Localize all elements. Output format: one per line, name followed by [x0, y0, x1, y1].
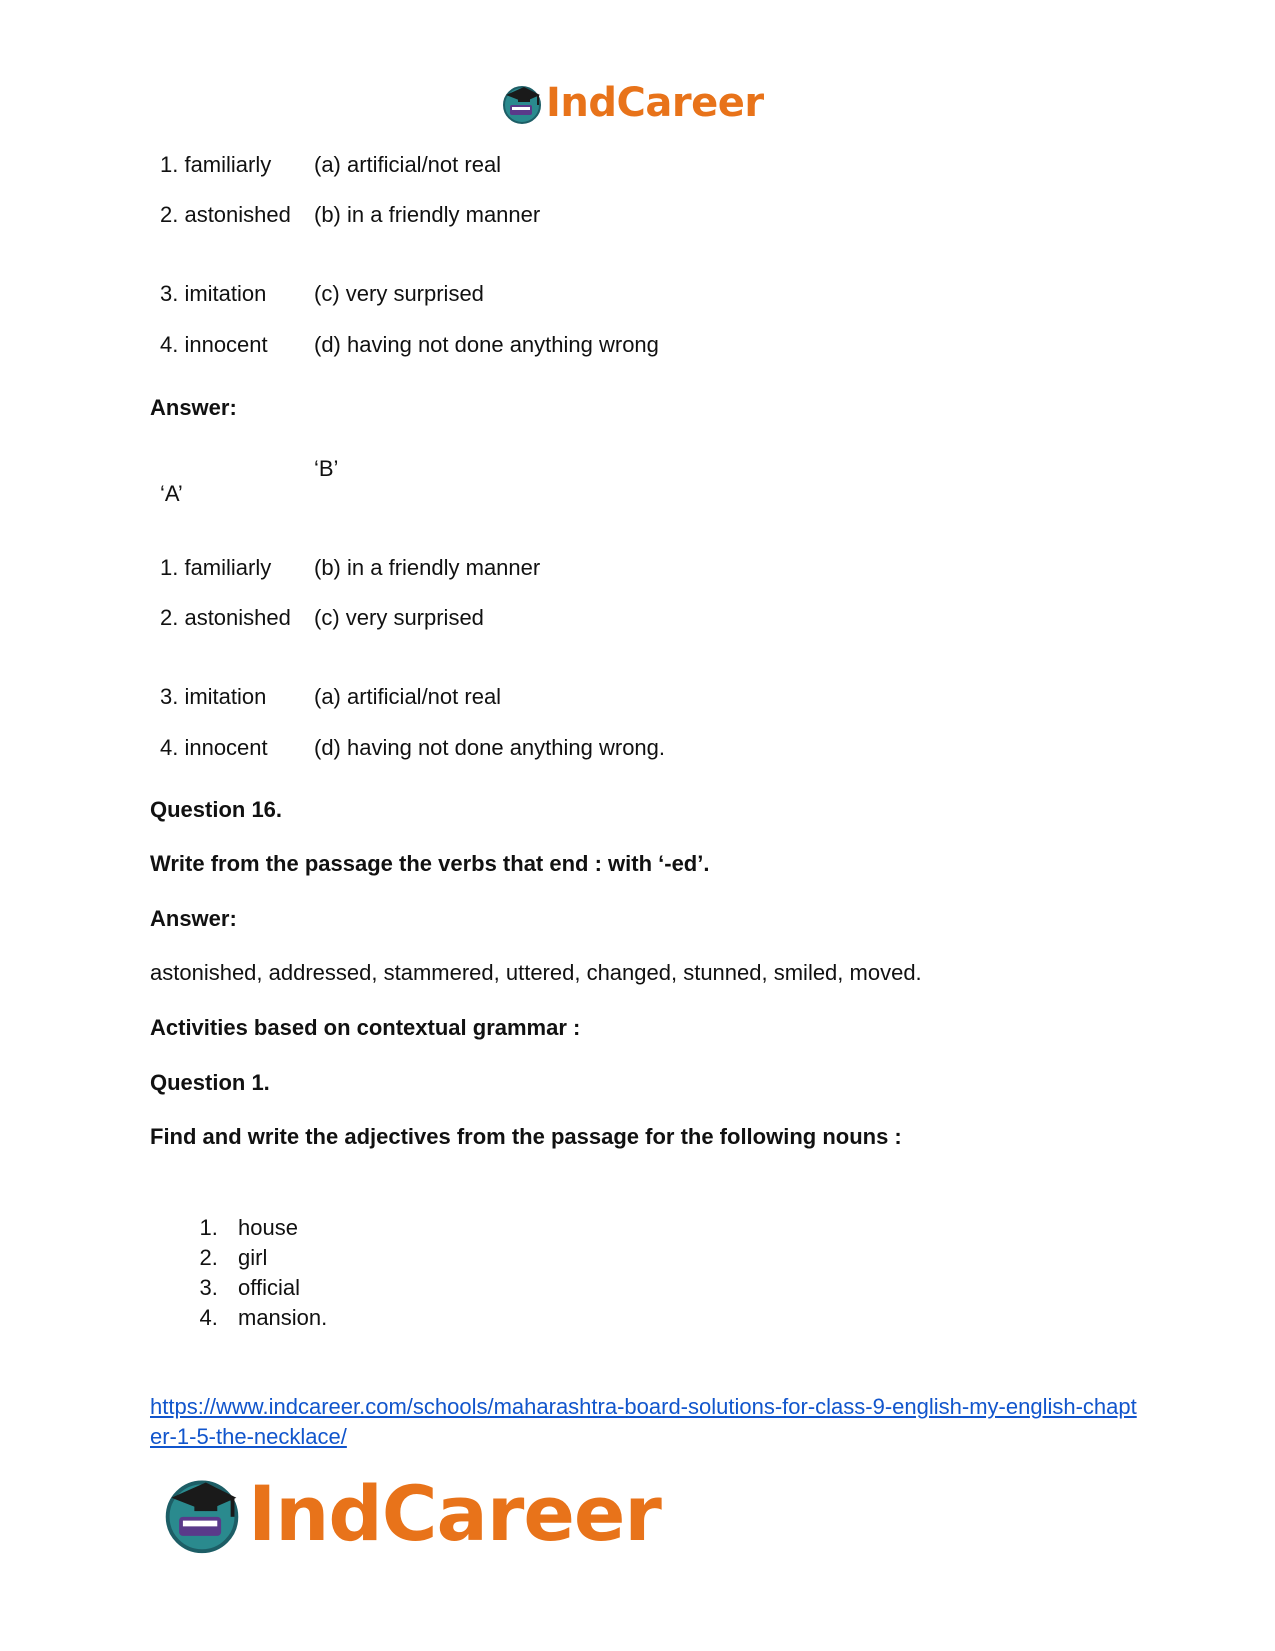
grammar-heading: Activities based on contextual grammar : [150, 1015, 581, 1040]
grammar-q1-prompt: Find and write the adjectives from the passage for the following nouns : [150, 1124, 902, 1149]
match-a-3: 3. imitation [160, 281, 267, 306]
answer-a-4: 4. innocent [160, 735, 268, 760]
match-a-4: 4. innocent [160, 332, 268, 357]
brand-name: IndCareer [248, 1468, 661, 1558]
answer-a-3: 3. imitation [160, 684, 267, 709]
answer-label: Answer: [150, 395, 237, 420]
source-link[interactable]: https://www.indcareer.com/schools/maharashtra-board-solutions-for-class-9-english-my-english-chapter-1-5-the-necklace/ [150, 1394, 1137, 1449]
match-b-3: (c) very surprised [314, 281, 484, 306]
indcareer-logo-bottom [160, 1468, 661, 1558]
nouns-list [150, 1213, 327, 1333]
list-item: 3. official [224, 1273, 327, 1303]
question-16-answer: astonished, addressed, stammered, uttered, changed, stunned, smiled, moved. [150, 960, 922, 985]
indcareer-logo-top [500, 78, 764, 128]
list-item: 2. girl [224, 1243, 327, 1273]
grammar-q1-title: Question 1. [150, 1070, 270, 1095]
match-a-2: 2. astonished [160, 202, 291, 227]
match-b-1: (a) artificial/not real [314, 152, 502, 177]
brand-name: IndCareer [546, 80, 764, 126]
answer-a-1: 1. familiarly [160, 555, 272, 580]
col-a-header: ‘A’ [160, 481, 183, 506]
answer-a-2: 2. astonished [160, 605, 291, 630]
question-16-answer-label: Answer: [150, 906, 237, 931]
list-item: 4. mansion. [224, 1303, 327, 1333]
question-16-title: Question 16. [150, 797, 283, 822]
match-b-2: (b) in a friendly manner [314, 202, 541, 227]
match-a-1: 1. familiarly [160, 152, 272, 177]
question-16-prompt: Write from the passage the verbs that end : with ‘-ed’. [150, 851, 710, 876]
graduation-cap-globe-icon [500, 81, 544, 125]
answer-b-2: (c) very surprised [314, 605, 484, 630]
answer-b-1: (b) in a friendly manner [314, 555, 541, 580]
match-b-4: (d) having not done anything wrong [314, 332, 659, 357]
answer-b-4: (d) having not done anything wrong. [314, 735, 666, 760]
list-item: 1. house [224, 1213, 327, 1243]
graduation-cap-globe-icon [160, 1471, 244, 1555]
answer-b-3: (a) artificial/not real [314, 684, 502, 709]
col-b-header: ‘B’ [314, 456, 339, 481]
